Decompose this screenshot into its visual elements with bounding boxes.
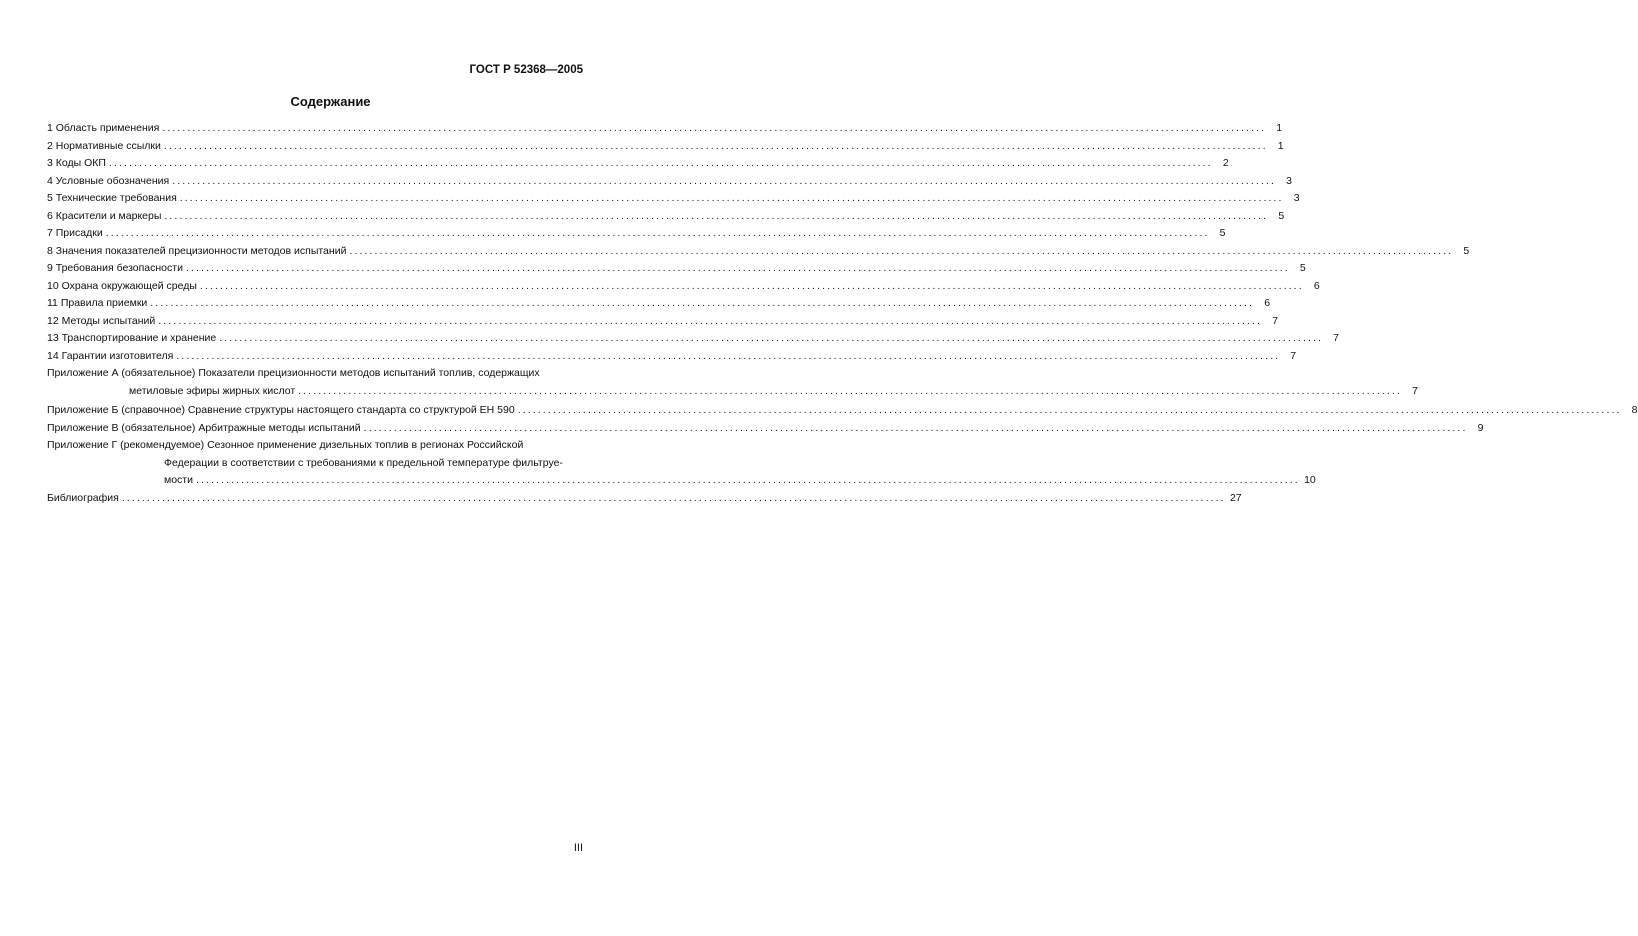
toc-entry-text: Приложение А (обязательное) Показатели прецизионности методов испытаний топлив, содержащих [47,367,540,379]
toc-entry-text: 14 Гарантии изготовителя [47,349,174,362]
toc-entry-page: 2 [1222,157,1229,169]
toc-entry-text-continued: Федерации в соответствии с требованиями к предельной температуре фильтруе- [164,456,563,469]
toc-leader-dots: ............................................................................................................................................................................................................................ [158,314,1263,327]
toc-leader-dots: ............................................................................................................................................................................................................................ [517,404,1622,416]
toc-leader-dots: ............................................................................................................................................................................................................................ [185,262,1290,274]
toc-entry-page: 6 [1313,279,1320,292]
toc-entry-page: 7 [1272,314,1279,327]
toc-entry-page: 27 [1229,491,1242,504]
toc-entry[interactable] [47,225,1226,243]
toc-entry-page: 5 [1278,209,1285,222]
toc-leader-dots: ............................................................................................................................................................................................................................ [199,279,1304,292]
toc-entry-text: 12 Методы испытаний [47,314,156,327]
toc-entry-text-continued: мости [164,474,193,486]
toc-entry-page: 6 [1264,297,1271,309]
toc-entry-text: 9 Требования безопасности [47,262,183,274]
toc-entry[interactable] [47,243,1470,261]
toc-entry[interactable] [47,155,1229,173]
toc-entry[interactable] [47,348,1297,366]
toc-entry[interactable] [47,120,1283,138]
toc-entry-page: 3 [1293,192,1300,204]
table-of-contents [47,120,1638,507]
toc-entry-appendix-a[interactable] [47,365,1418,400]
toc-entry-text: Библиография [47,491,119,504]
toc-leader-dots: ............................................................................................................................................................................................................................ [121,491,1226,504]
toc-entry-text: Приложение Б (справочное) Сравнение структуры настоящего стандарта со структурой ЕН 590 [47,404,515,416]
toc-leader-dots: ............................................................................................................................................................................................................................ [363,421,1468,434]
toc-entry-text: 6 Красители и маркеры [47,209,162,222]
standard-designation: ГОСТ Р 52368—2005 [469,64,583,76]
toc-entry[interactable] [47,295,1271,313]
toc-leader-dots: ............................................................................................................................................................................................................................ [163,139,1268,152]
toc-entry[interactable] [47,173,1292,191]
toc-leader-dots: ............................................................................................................................................................................................................................ [349,244,1454,257]
page-title: Содержание [290,94,371,109]
toc-entry[interactable] [47,190,1300,208]
toc-leader-dots: ............................................................................................................................................................................................................................ [164,209,1269,222]
page-number: III [573,842,583,854]
toc-sections [47,120,1470,365]
toc-entry-text: 10 Охрана окружающей среды [47,279,197,292]
toc-entry[interactable] [47,138,1284,156]
toc-leader-dots: ............................................................................................................................................................................................................................ [108,157,1213,169]
toc-entry-text: 1 Область применения [47,122,160,134]
toc-entry-page: 1 [1276,122,1283,134]
toc-leader-dots: ............................................................................................................................................................................................................................ [172,174,1276,187]
toc-leader-dots: ............................................................................................................................................................................................................................ [195,474,1300,486]
toc-entry[interactable] [47,260,1306,278]
toc-entry-text: Приложение Г (рекомендуемое) Сезонное применение дизельных топлив в регионах Российской [47,439,524,451]
toc-entry-text: 5 Технические требования [47,192,177,204]
toc-entry-page: 7 [1333,332,1340,344]
toc-entry-text: 11 Правила приемки [47,297,148,309]
toc-entry[interactable] [47,278,1320,296]
toc-entry-page: 5 [1219,227,1226,239]
toc-entry-text: 3 Коды ОКП [47,157,106,169]
toc-entry[interactable] [47,313,1279,331]
toc-leader-dots: ............................................................................................................................................................................................................................ [105,227,1210,239]
toc-entry-text: 2 Нормативные ссылки [47,139,161,152]
toc-entry[interactable] [47,330,1340,348]
toc-entry-page: 5 [1299,262,1306,274]
toc-entry[interactable] [47,208,1285,226]
toc-entry-page: 9 [1477,421,1484,434]
toc-leader-dots: ............................................................................................................................................................................................................................ [162,122,1267,134]
toc-leader-dots: ............................................................................................................................................................................................................................ [298,384,1402,397]
toc-entry-page: 7 [1412,384,1418,397]
toc-leader-dots: ............................................................................................................................................................................................................................ [176,349,1281,362]
toc-entry-text: Приложение В (обязательное) Арбитражные методы испытаний [47,421,361,434]
toc-entry-page: 5 [1463,244,1470,257]
toc-leader-dots: ............................................................................................................................................................................................................................ [219,332,1324,344]
toc-entry-appendix-b[interactable] [47,402,1638,420]
toc-entry-bibliography[interactable] [47,490,1242,508]
toc-entry-text: 4 Условные обозначения [47,174,170,187]
toc-entry-page: 7 [1290,349,1297,362]
toc-entry-page: 10 [1304,474,1316,486]
toc-entry-page: 3 [1286,174,1292,187]
toc-leader-dots: ............................................................................................................................................................................................................................ [179,192,1284,204]
toc-entry-page: 8 [1631,404,1638,416]
toc-entry-appendix-g[interactable] [47,437,1316,490]
toc-leader-dots: ............................................................................................................................................................................................................................ [150,297,1255,309]
toc-entry-text: 8 Значения показателей прецизионности методов испытаний [47,244,347,257]
toc-entry-text-continued: метиловые эфиры жирных кислот [129,384,296,397]
toc-entry-page: 1 [1277,139,1284,152]
toc-entry-text: 13 Транспортирование и хранение [47,332,217,344]
toc-entry-text: 7 Присадки [47,227,103,239]
toc-entry-appendix-v[interactable] [47,420,1484,438]
